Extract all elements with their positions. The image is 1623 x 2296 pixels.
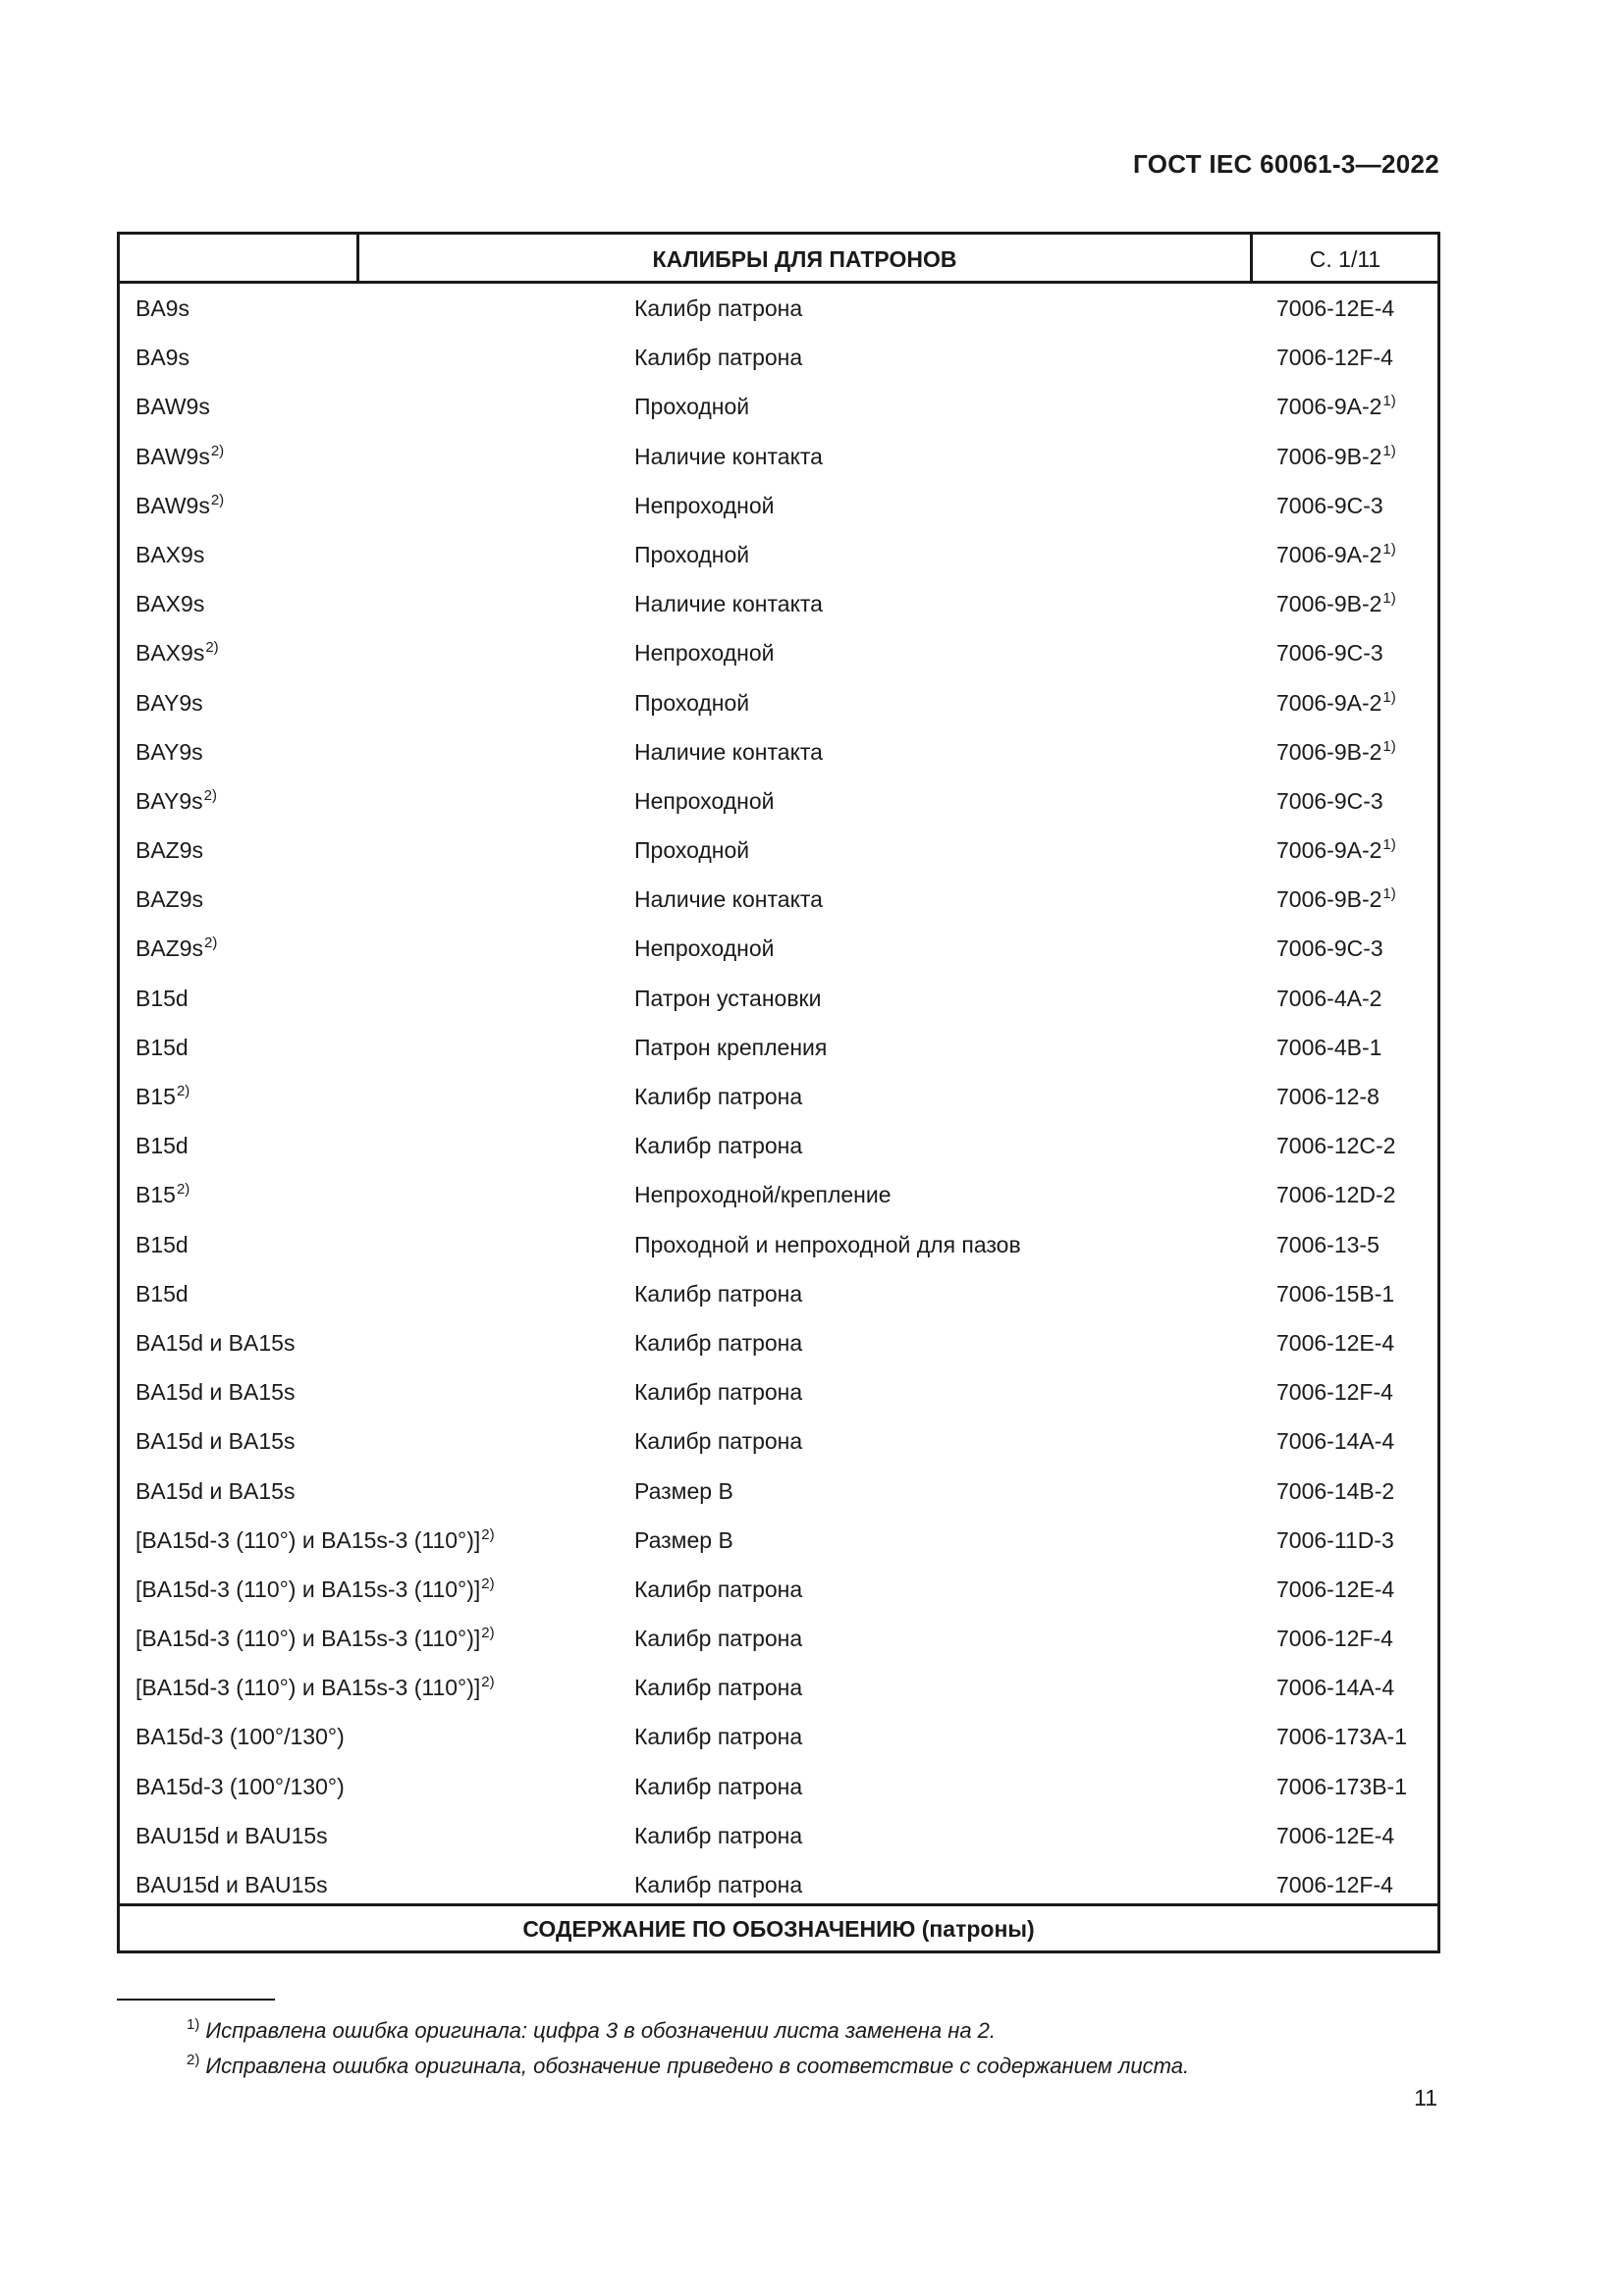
table-row bbox=[120, 1416, 1437, 1466]
table-row bbox=[120, 432, 1437, 481]
row-type: B15d bbox=[135, 985, 189, 1011]
footnote-ref: 2) bbox=[210, 491, 225, 508]
row-description: Калибр патрона bbox=[634, 1575, 803, 1602]
footnote-ref: 1) bbox=[1382, 393, 1396, 410]
row-description: Размер В bbox=[634, 1526, 733, 1553]
row-type: BAZ9s bbox=[135, 837, 204, 864]
row-sheet-code: 7006-12F-4 bbox=[1276, 345, 1393, 371]
row-sheet-code: 7006-14A-4 bbox=[1276, 1428, 1395, 1455]
footnote-2 bbox=[187, 2054, 1189, 2079]
row-sheet-code: 7006-14A-4 bbox=[1276, 1675, 1395, 1701]
row-sheet-code: 7006-12D-2 bbox=[1276, 1182, 1396, 1208]
row-sheet-code: 7006-9B-2$^{1)}$ bbox=[1276, 590, 1396, 617]
footnote-ref: 2) bbox=[176, 1083, 190, 1099]
row-sheet-code: 7006-9B-2$^{1)}$ bbox=[1276, 442, 1396, 469]
row-sheet-code: 7006-12E-4 bbox=[1276, 1822, 1395, 1848]
row-type: BA15d и BA15s bbox=[135, 1428, 296, 1455]
row-type: [BA15d-3 (110°) и BA15s-3 (110°)]$^{2)}$ bbox=[135, 1575, 495, 1602]
table-row bbox=[120, 826, 1437, 875]
row-sheet-code: 7006-173B-1 bbox=[1276, 1773, 1407, 1799]
row-type: BA15d и BA15s bbox=[135, 1379, 296, 1406]
row-sheet-code: 7006-12E-4 bbox=[1276, 1329, 1395, 1356]
row-description: Непроходной bbox=[634, 640, 775, 667]
row-sheet-code: 7006-13-5 bbox=[1276, 1231, 1380, 1257]
footnote-ref: 2) bbox=[210, 442, 225, 459]
footnote-rule bbox=[117, 1999, 275, 2001]
footnote-1 bbox=[187, 2018, 996, 2044]
table-row bbox=[120, 1170, 1437, 1219]
row-description: Калибр патрона bbox=[634, 1773, 803, 1799]
row-type: BA15d и BA15s bbox=[135, 1477, 296, 1504]
table-body bbox=[120, 284, 1437, 1909]
row-description: Калибр патрона bbox=[634, 1329, 803, 1356]
row-description: Калибр патрона bbox=[634, 1428, 803, 1455]
footnote-ref: 1) bbox=[1382, 885, 1396, 903]
table-footer: СОДЕРЖАНИЕ ПО ОБОЗНАЧЕНИЮ (патроны) bbox=[120, 1903, 1437, 1950]
row-description: Калибр патрона bbox=[634, 1675, 803, 1701]
table-row bbox=[120, 1516, 1437, 1565]
sheet-table bbox=[117, 232, 1440, 1953]
footnote-ref: 2) bbox=[205, 639, 219, 657]
table-row bbox=[120, 530, 1437, 579]
row-sheet-code: 7006-9A-2$^{1)}$ bbox=[1276, 393, 1396, 420]
row-type: [BA15d-3 (110°) и BA15s-3 (110°)]$^{2)}$ bbox=[135, 1674, 495, 1701]
footnote-ref: 1) bbox=[1382, 836, 1396, 854]
header-empty-cell bbox=[120, 235, 359, 281]
row-type: BA9s bbox=[135, 295, 189, 321]
footnote-ref: 1) bbox=[1382, 442, 1396, 459]
row-type: BAU15d и BAU15s bbox=[135, 1872, 328, 1897]
row-sheet-code: 7006-11D-3 bbox=[1276, 1526, 1394, 1553]
row-description: Наличие контакта bbox=[634, 591, 823, 617]
table-row bbox=[120, 974, 1437, 1023]
row-type: B15d bbox=[135, 1231, 189, 1257]
footnote-ref: 2) bbox=[481, 1525, 495, 1543]
row-description: Калибр патрона bbox=[634, 1872, 803, 1897]
row-type: B15d bbox=[135, 1133, 189, 1159]
table-row bbox=[120, 1860, 1437, 1909]
row-sheet-code: 7006-9B-2$^{1)}$ bbox=[1276, 737, 1396, 765]
row-sheet-code: 7006-15B-1 bbox=[1276, 1280, 1395, 1307]
row-type: BAW9s bbox=[135, 394, 210, 420]
row-type: BA15d-3 (100°/130°) bbox=[135, 1724, 345, 1750]
row-sheet-code: 7006-12C-2 bbox=[1276, 1133, 1396, 1159]
row-type: $BAY9s^{2)}$ bbox=[135, 786, 217, 814]
row-description: Калибр патрона bbox=[634, 1724, 803, 1750]
footnote-mark: 1) bbox=[187, 2016, 200, 2033]
row-description: Проходной и непроходной для пазов bbox=[634, 1231, 1021, 1257]
table-row bbox=[120, 628, 1437, 677]
row-description: Калибр патрона bbox=[634, 1626, 803, 1652]
row-description: Калибр патрона bbox=[634, 1133, 803, 1159]
row-sheet-code: 7006-9A-2$^{1)}$ bbox=[1276, 836, 1396, 864]
row-sheet-code: 7006-4B-1 bbox=[1276, 1034, 1382, 1060]
row-type: BAY9s bbox=[135, 689, 203, 716]
table-row bbox=[120, 875, 1437, 924]
footnote-ref: 2) bbox=[204, 934, 218, 952]
table-row bbox=[120, 727, 1437, 776]
row-type: $BAZ9s^{2)}$ bbox=[135, 934, 218, 962]
row-type: BA15d-3 (100°/130°) bbox=[135, 1773, 345, 1799]
table-row bbox=[120, 1467, 1437, 1516]
table-row bbox=[120, 382, 1437, 431]
row-sheet-code: 7006-9A-2$^{1)}$ bbox=[1276, 540, 1396, 567]
table-row bbox=[120, 1318, 1437, 1367]
row-description: Калибр патрона bbox=[634, 1280, 803, 1307]
table-row bbox=[120, 1269, 1437, 1318]
row-sheet-code: 7006-12E-4 bbox=[1276, 1575, 1395, 1602]
row-type: [BA15d-3 (110°) и BA15s-3 (110°)]$^{2)}$ bbox=[135, 1625, 495, 1652]
table-row bbox=[120, 1712, 1437, 1761]
table-title: КАЛИБРЫ ДЛЯ ПАТРОНОВ bbox=[652, 246, 957, 272]
table-row bbox=[120, 579, 1437, 628]
table-row bbox=[120, 284, 1437, 333]
row-type: B15$^{2)}$ bbox=[135, 1083, 190, 1109]
row-sheet-code: 7006-12-8 bbox=[1276, 1084, 1380, 1109]
row-type: $BAW9s^{2)}$ bbox=[135, 442, 225, 469]
row-type: BA15d и BA15s bbox=[135, 1329, 296, 1356]
table-row bbox=[120, 333, 1437, 382]
table-row bbox=[120, 678, 1437, 727]
table-row bbox=[120, 1072, 1437, 1121]
row-sheet-code: 7006-12F-4 bbox=[1276, 1872, 1393, 1897]
table-row bbox=[120, 1565, 1437, 1614]
row-description: Проходной bbox=[634, 541, 750, 567]
sheet-page-ref: С. 1/11 bbox=[1250, 235, 1437, 281]
row-type: B15$^{2)}$ bbox=[135, 1181, 190, 1208]
table-row bbox=[120, 1121, 1437, 1170]
footnote-ref: 1) bbox=[1382, 590, 1396, 608]
row-type: [BA15d-3 (110°) и BA15s-3 (110°)]$^{2)}$ bbox=[135, 1525, 495, 1553]
row-description: Калибр патрона bbox=[634, 295, 803, 321]
table-row bbox=[120, 1220, 1437, 1269]
footnote-ref: 2) bbox=[203, 786, 217, 804]
page-number: 11 bbox=[1414, 2085, 1437, 2110]
table-row bbox=[120, 924, 1437, 973]
row-sheet-code: 7006-9C-3 bbox=[1276, 640, 1383, 667]
row-sheet-code: 7006-9B-2$^{1)}$ bbox=[1276, 885, 1396, 913]
row-description: Наличие контакта bbox=[634, 443, 823, 469]
row-type: BAY9s bbox=[135, 738, 203, 765]
row-description: Непроходной/крепление bbox=[634, 1182, 892, 1208]
row-type: B15d bbox=[135, 1280, 189, 1307]
row-description: Калибр патрона bbox=[634, 1084, 803, 1109]
footnote-text: Исправлена ошибка оригинала, обозначение приведено в соответствие с содержанием листа. bbox=[205, 2054, 1190, 2078]
row-description: Калибр патрона bbox=[634, 345, 803, 371]
document-code: ГОСТ IEC 60061-3—2022 bbox=[1133, 149, 1439, 179]
table-row bbox=[120, 1811, 1437, 1860]
row-description: Непроходной bbox=[634, 935, 775, 962]
row-sheet-code: 7006-14B-2 bbox=[1276, 1477, 1395, 1504]
row-type: $BAW9s^{2)}$ bbox=[135, 491, 225, 518]
row-description: Непроходной bbox=[634, 492, 775, 518]
row-sheet-code: 7006-9A-2$^{1)}$ bbox=[1276, 688, 1396, 716]
row-description: Калибр патрона bbox=[634, 1379, 803, 1406]
footnote-mark: 2) bbox=[187, 2052, 200, 2068]
row-type: $BAX9s^{2)}$ bbox=[135, 639, 219, 667]
footnote-ref: 1) bbox=[1382, 540, 1396, 558]
row-description: Патрон крепления bbox=[634, 1034, 828, 1060]
row-type: BAX9s bbox=[135, 591, 205, 617]
row-type: BAZ9s bbox=[135, 886, 204, 913]
table-row bbox=[120, 1023, 1437, 1072]
table-row bbox=[120, 1663, 1437, 1712]
row-type: B15d bbox=[135, 1034, 189, 1060]
table-header bbox=[120, 235, 1437, 284]
row-description: Наличие контакта bbox=[634, 886, 823, 913]
row-sheet-code: 7006-12F-4 bbox=[1276, 1379, 1393, 1406]
footnote-ref: 2) bbox=[481, 1674, 495, 1691]
table-row bbox=[120, 1367, 1437, 1416]
row-description: Проходной bbox=[634, 394, 750, 420]
row-type: BAU15d и BAU15s bbox=[135, 1822, 328, 1848]
footnote-ref: 2) bbox=[481, 1625, 495, 1642]
row-description: Патрон установки bbox=[634, 985, 822, 1011]
row-sheet-code: 7006-9C-3 bbox=[1276, 492, 1383, 518]
row-description: Калибр патрона bbox=[634, 1822, 803, 1848]
row-description: Наличие контакта bbox=[634, 738, 823, 765]
row-sheet-code: 7006-12F-4 bbox=[1276, 1626, 1393, 1652]
row-sheet-code: 7006-173A-1 bbox=[1276, 1724, 1407, 1750]
footnote-ref: 2) bbox=[481, 1575, 495, 1592]
table-row bbox=[120, 776, 1437, 826]
row-description: Проходной bbox=[634, 689, 750, 716]
row-description: Проходной bbox=[634, 837, 750, 864]
row-sheet-code: 7006-4A-2 bbox=[1276, 985, 1382, 1011]
row-type: BAX9s bbox=[135, 541, 205, 567]
table-row bbox=[120, 1762, 1437, 1811]
footnote-ref: 1) bbox=[1382, 688, 1396, 706]
row-sheet-code: 7006-9C-3 bbox=[1276, 787, 1383, 814]
row-type: BA9s bbox=[135, 345, 189, 371]
row-sheet-code: 7006-12E-4 bbox=[1276, 295, 1395, 321]
footnote-text: Исправлена ошибка оригинала: цифра 3 в обозначении листа заменена на 2. bbox=[205, 2018, 997, 2043]
row-description: Размер В bbox=[634, 1477, 733, 1504]
table-row bbox=[120, 481, 1437, 530]
table-row bbox=[120, 1614, 1437, 1663]
row-sheet-code: 7006-9C-3 bbox=[1276, 935, 1383, 962]
footnote-ref: 2) bbox=[176, 1181, 190, 1199]
footnote-ref: 1) bbox=[1382, 737, 1396, 755]
row-description: Непроходной bbox=[634, 787, 775, 814]
